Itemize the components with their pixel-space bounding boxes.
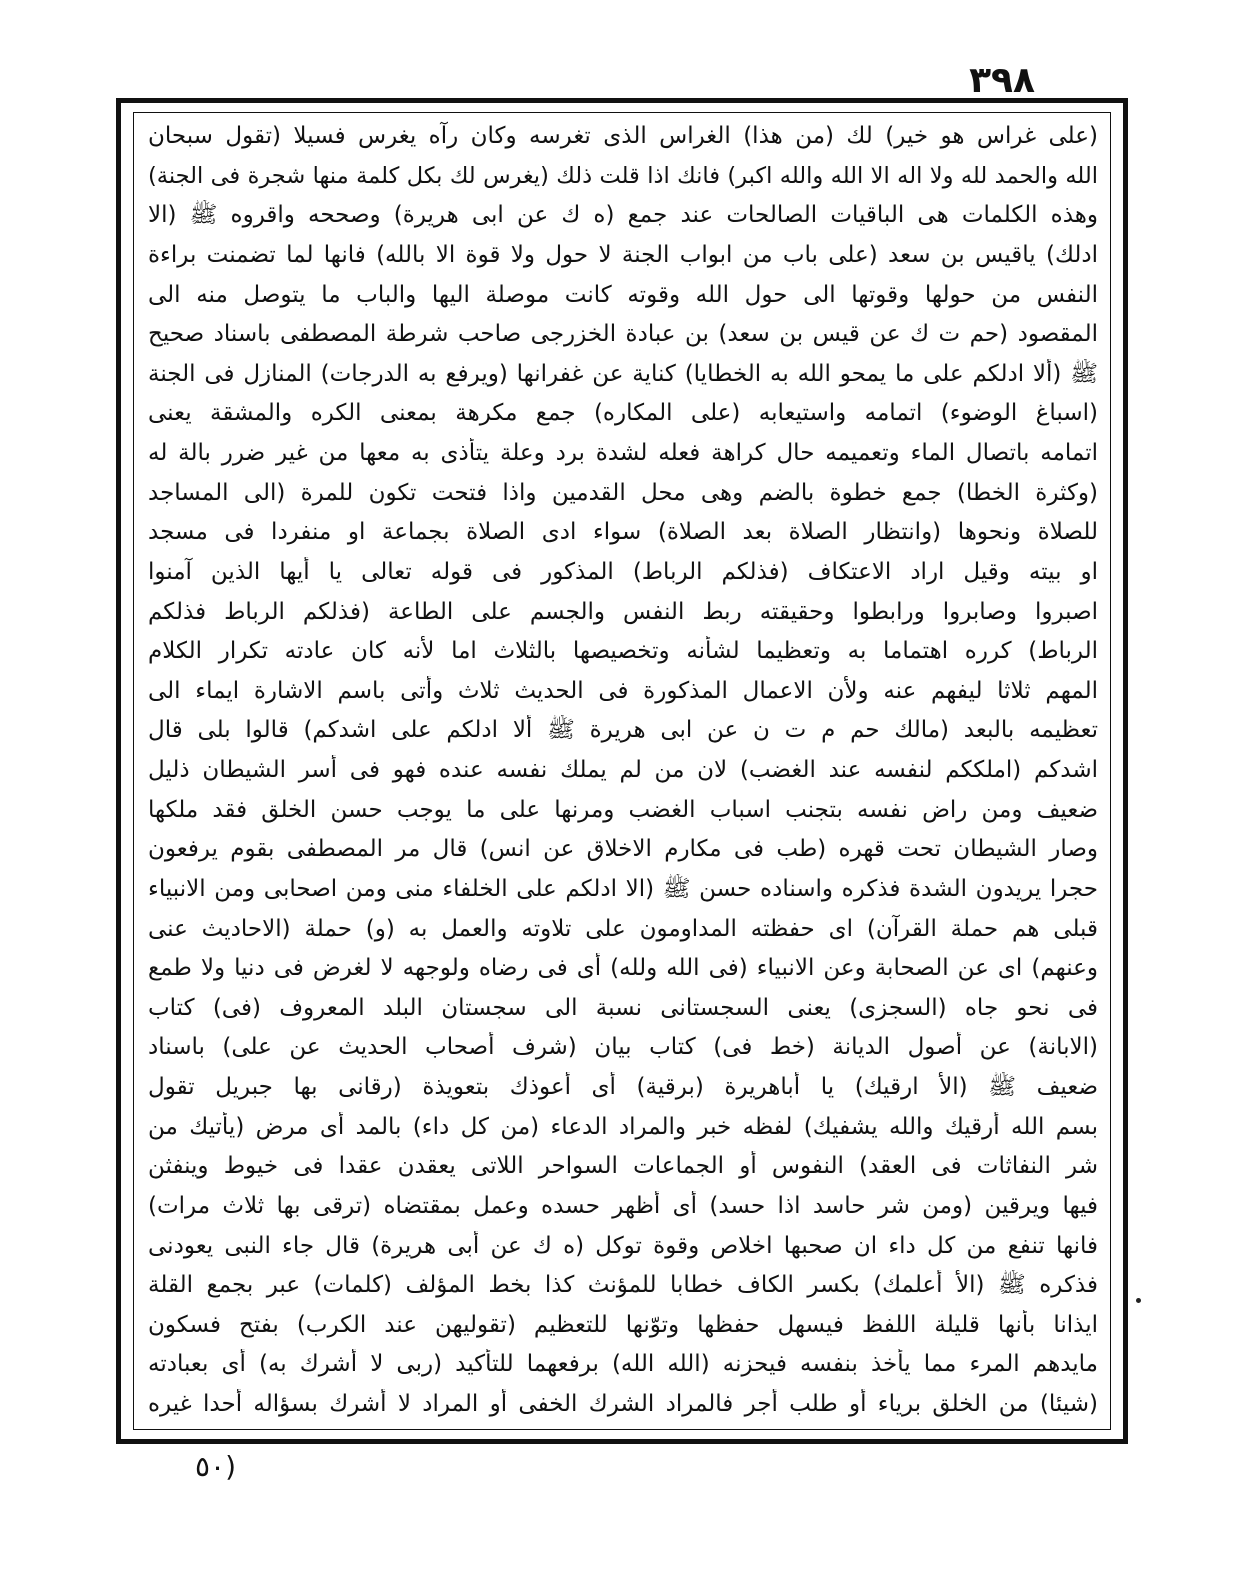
text-line: ادلك) ياقيس بن سعد (على باب من ابواب الجنة لا حول ولا قوة الا بالله) فانها لما تضمنت براءة (148, 241, 1098, 268)
text-line: حجرا يريدون الشدة فذكره واسناده حسن ﷺ (الا ادلكم على الخلفاء منى ومن اصحابى ومن الانبياء (148, 875, 1098, 902)
text-line: المهم ثلاثا ليفهم عنه ولأن الاعمال المذكورة فى الحديث ثلاث وأتى باسم الاشارة ايماء الى (148, 677, 1098, 704)
text-line: ايذانا بأنها قليلة اللفظ فيسهل حفظها وتوّنها للتعظيم (تقوليهن عند الكرب) بفتح فسكون (148, 1311, 1098, 1338)
text-line: (وكثرة الخطا) جمع خطوة بالضم وهى محل القدمين واذا فتحت تكون للمرة (الى المساجد (148, 479, 1098, 506)
text-line: بسم الله أرقيك والله يشفيك) لفظه خبر والمراد الدعاء (من كل داء) بالمد أى مرض (يأتيك من (148, 1113, 1098, 1140)
text-line: اشدكم (املككم لنفسه عند الغضب) لان من لم يملك نفسه عنده فهو فى أسر الشيطان ذليل (148, 757, 1098, 783)
text-line: للصلاة ونحوها (وانتظار الصلاة بعد الصلاة) سواء ادى الصلاة بجماعة او منفردا فى مسجد (148, 519, 1098, 546)
text-line: فيها ويرقين (ومن شر حاسد اذا حسد) أى أظهر حسده وعمل بمقتضاه (ترقى بها ثلاث مرات) (148, 1192, 1098, 1219)
text-line: وهذه الكلمات هى الباقيات الصالحات عند جمع (ه ك عن ابى هريرة) وصححه واقروه ﷺ (الا (148, 202, 1098, 229)
text-line: او بيته وقيل اراد الاعتكاف (فذلكم الرباط) المذكور فى قوله تعالى يا أيها الذين آمنوا (148, 558, 1098, 585)
text-line: المقصود (حم ت ك عن قيس بن سعد) بن عبادة الخزرجى صاحب شرطة المصطفى باسناد صحيح (148, 321, 1098, 348)
text-line: (على غراس هو خير) لك (من هذا) الغراس الذى تغرسه وكان رآه يغرس فسيلا (تقول سبحان (148, 123, 1098, 149)
text-line: وصار الشيطان تحت قهره (طب فى مكارم الاخلاق عن انس) قال مر المصطفى بقوم يرفعون (148, 836, 1098, 863)
text-line: (اسباغ الوضوء) اتمامه واستيعابه (على المكاره) جمع مكرهة بمعنى الكره والمشقة يعنى (148, 400, 1098, 427)
text-line: ﷺ (ألا ادلكم على ما يمحو الله به الخطايا) كناية عن غفرانها (ويرفع به الدرجات) المنازل فى الجنة (148, 360, 1098, 387)
text-line: فذكره ﷺ (الأ أعلمك) بكسر الكاف خطابا للمؤنث كذا بخط المؤلف (كلمات) عبر بجمع القلة (148, 1272, 1098, 1299)
text-line: شر النفاثات فى العقد) النفوس أو الجماعات السواحر اللاتى يعقدن عقدا فى خيوط وينفثن (148, 1153, 1098, 1180)
text-line: اتمامه باتصال الماء وتعميمه حال كراهة فعله لشدة برد وعلة يتأذى به معها من غير ضرر بالة له (148, 440, 1098, 466)
text-line: وعنهم) اى عن الصحابة وعن الانبياء (فى الله ولله) أى فى رضاه ولوجهه لا لغرض فى دنيا ولا طمع (148, 955, 1098, 982)
text-line: الرباط) كرره اهتماما به وتعظيما لشأنه وتخصيصها بالثلاث اما لأنه كان عادته تكرار الكلام (148, 638, 1098, 665)
text-line: ضعيف ومن راض نفسه بتجنب اسباب الغضب ومرنها على ما يوجب حسن الخلق فقد ملكها (148, 796, 1098, 823)
text-line: ضعيف ﷺ (الأ ارقيك) يا أباهريرة (برقية) أى أعوذك بتعويذة (رقانى بها جبريل تقول (148, 1074, 1098, 1100)
text-line: مايدهم المرء مما يأخذ بنفسه فيحزنه (الله الله) برفعهما للتأكيد (ربى لا أشرك به) أى بعبادته (148, 1351, 1098, 1378)
text-line: (شيئا) من الخلق برياء أو طلب أجر فالمراد الشرك الخفى أو المراد لا أشرك بسؤاله أحدا غيره (148, 1391, 1098, 1417)
footer-catchword: (٥٠ (195, 1450, 237, 1483)
text-line: اصبروا وصابروا ورابطوا وحقيقته ربط النفس والجسم على الطاعة (فذلكم الرباط فذلكم (148, 598, 1098, 625)
commentary-text-block (148, 121, 1098, 1421)
text-line: فى نحو جاه (السجزى) يعنى السجستانى نسبة الى سجستان البلد المعروف (فى) كتاب (148, 994, 1098, 1021)
text-line: (الابانة) عن أصول الديانة (خط فى) كتاب بيان (شرف أصحاب الحديث عن على) باسناد (148, 1034, 1098, 1061)
text-line: قبلى هم حملة القرآن) اى حفظته المداومون على تلاوته والعمل به (و) حملة (الاحاديث عنى (148, 915, 1098, 942)
ink-speck (1136, 1298, 1141, 1303)
text-line: تعظيمه بالبعد (مالك حم م ت ن عن ابى هريرة ﷺ ألا ادلكم على اشدكم) قالوا بلى قال (148, 717, 1098, 744)
text-line: النفس من حولها وقوتها الى حول الله وقوته كانت موصلة اليها والباب ما يتوصل منه الى (148, 281, 1098, 308)
text-line: فانها تنفع من كل داء ان صحبها اخلاص وقوة توكل (ه ك عن أبى هريرة) قال جاء النبى يعودنى (148, 1232, 1098, 1259)
page-number: ٣٩٨ (969, 60, 1035, 101)
text-line: الله والحمد لله ولا اله الا الله والله اكبر) فانك اذا قلت ذلك (يغرس لك بكل كلمة منها شجرة فى الجنة) (148, 162, 1098, 189)
